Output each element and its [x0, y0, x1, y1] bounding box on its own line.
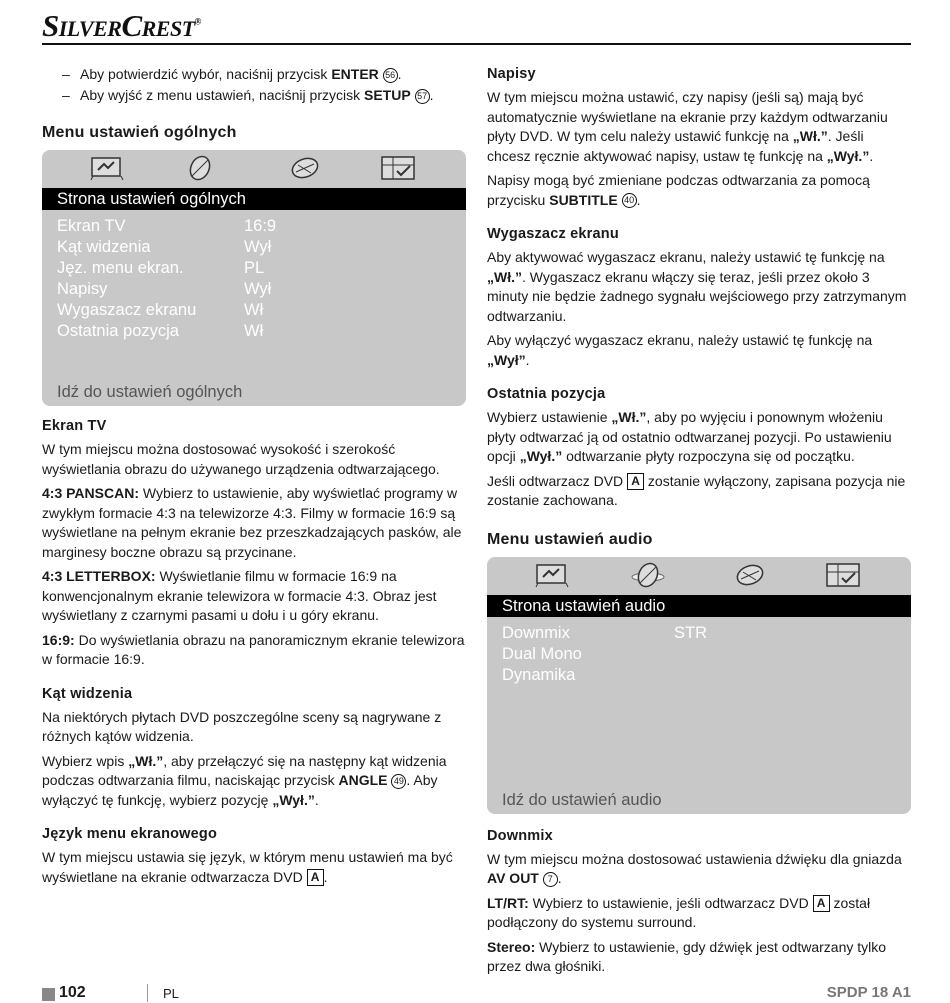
heading-kat-widzenia: Kąt widzenia	[42, 685, 133, 702]
section-general-menu: Menu ustawień ogólnych	[42, 124, 237, 141]
heading-downmix: Downmix	[487, 827, 553, 844]
bullet-confirm: – Aby potwierdzić wybór, naciśnij przycisk ENTER 56 .	[42, 64, 466, 85]
page-number: 102	[59, 984, 86, 1001]
right-column	[487, 66, 911, 982]
video-settings-icon	[732, 561, 768, 589]
heading-wygaszacz: Wygaszacz ekranu	[487, 226, 619, 242]
general-settings-menu	[42, 150, 466, 406]
section-audio-menu: Menu ustawień audio	[487, 530, 653, 548]
wygaszacz-p1: Aby aktywować wygaszacz ekranu, należy ustawić tę funkcję na „Wł.”. Wygaszacz ekranu włączy się teraz, jeśli przez około 3 minuty nie będzie żadnego sygnału wejściowego przy zatrzymanym odtwarzaniu.	[487, 249, 907, 324]
menu-title-bar: Strona ustawień audio	[487, 595, 911, 617]
letterbox-paragraph: 4:3 LETTERBOX: Wyświetlanie filmu w formacie 16:9 na konwencjonalnym ekranie telewizora w formacie 4:3. Obraz jest wyświetlany z czarnymi pasami u dołu i u góry ekranu.	[42, 568, 437, 623]
general-settings-icon	[89, 154, 125, 182]
menu-item-ostatnia-pozycja[interactable]: Ostatnia pozycja Wł	[57, 322, 264, 340]
wygaszacz-p2: Aby wyłączyć wygaszacz ekranu, należy ustawić tę funkcję na „Wył”.	[487, 332, 873, 368]
menu-items	[42, 210, 466, 342]
language-code: PL	[163, 986, 179, 1001]
wide-paragraph: 16:9: Do wyświetlania obrazu na panoramicznym ekranie telewizora w formacie 16:9.	[42, 631, 465, 667]
bullet-exit: – Aby wyjść z menu ustawień, naciśnij przycisk SETUP 57 .	[42, 85, 466, 106]
napisy-p1: W tym miejscu można ustawić, czy napisy (jeśli są) mają być automatycznie wyświetlane na ekranie przy każdym odtwarzaniu płyty DVD. W tym celu należy ustawić funkcję na „Wł.”. Jeśli chcesz ręcznie aktywować napisy, ustaw tę funkcję na „Wył.”.	[487, 89, 888, 164]
footer-divider	[147, 984, 148, 1002]
ekran-tv-intro: W tym miejscu można dostosować wysokość i szerokość wyświetlania obrazu do używanego urządzenia odtwarzającego.	[42, 441, 440, 477]
page-footer	[42, 984, 911, 1003]
audio-settings-menu	[487, 557, 911, 814]
brand-logo: SilverCrest®	[42, 8, 201, 43]
left-column	[42, 64, 466, 892]
audio-settings-icon	[630, 561, 666, 589]
header-rule	[42, 43, 911, 45]
downmix-p1: W tym miejscu można dostosować ustawienia dźwięku dla gniazda AV OUT 7 .	[487, 850, 902, 886]
menu-item-ekran-tv[interactable]: Ekran TV 16:9	[57, 217, 277, 235]
preferences-icon	[825, 561, 861, 589]
menu-title-bar: Strona ustawień ogólnych	[42, 188, 466, 210]
heading-ostatnia-pozycja: Ostatnia pozycja	[487, 386, 606, 402]
stereo-paragraph: Stereo: Wybierz to ustawienie, gdy dźwięk jest odtwarzany tylko przez dwa głośniki.	[487, 938, 887, 974]
heading-jezyk-menu: Język menu ekranowego	[42, 826, 218, 842]
audio-settings-icon	[182, 154, 218, 182]
menu-item-wygaszacz[interactable]: Wygaszacz ekranu Wł	[57, 301, 264, 319]
menu-item-dual-mono[interactable]: Dual Mono	[502, 644, 582, 663]
kat-p1: Na niektórych płytach DVD poszczególne sceny są nagrywane z różnych kątów widzenia.	[42, 708, 442, 744]
ltrt-paragraph: LT/RT: Wybierz to ustawienie, jeśli odtwarzacz DVD A został podłączony do systemu surround.	[487, 894, 871, 930]
general-settings-icon	[534, 561, 570, 589]
menu-item-napisy[interactable]: Napisy Wył	[57, 280, 272, 298]
menu-icon-bar	[42, 150, 466, 188]
video-settings-icon	[287, 154, 323, 182]
heading-ekran-tv: Ekran TV	[42, 418, 107, 434]
preferences-icon	[380, 154, 416, 182]
kat-p2: Wybierz wpis „Wł.”, aby przełączyć się na następny kąt widzenia podczas odtwarzania filmu, naciskając przycisk ANGLE 49 . Aby wyłączyć tę funkcję, wybierz pozycję „Wył.”.	[42, 752, 447, 808]
menu-item-dynamika[interactable]: Dynamika	[502, 665, 576, 684]
menu-footer: Idź do ustawień ogólnych	[57, 383, 243, 401]
menu-item-jezyk-menu[interactable]: Jęz. menu ekran. PL	[57, 259, 265, 277]
menu-item-kat-widzenia[interactable]: Kąt widzenia Wył	[57, 238, 272, 256]
footer-square-icon	[42, 988, 55, 1001]
ostatnia-p2: Jeśli odtwarzacz DVD A zostanie wyłączony, zapisana pozycja nie zostanie zachowana.	[487, 472, 906, 508]
menu-icon-bar	[487, 557, 911, 595]
napisy-p2: Napisy mogą być zmieniane podczas odtwarzania za pomocą przycisku SUBTITLE 40 .	[487, 172, 870, 208]
menu-items	[487, 617, 911, 686]
menu-footer: Idź do ustawień audio	[502, 790, 662, 809]
panscan-paragraph: 4:3 PANSCAN: Wybierz to ustawienie, aby wyświetlać programy w zwykłym formacie 4:3 na telewizorze 4:3. Filmy w formacie 16:9 są wyświetlane na pełnym ekranie bez przeszkadzających pasków, ale marginesy boczne obrazu są przycinane.	[42, 485, 462, 560]
heading-napisy: Napisy	[487, 66, 536, 82]
ostatnia-p1: Wybierz ustawienie „Wł.”, aby po wyjęciu i ponownym włożeniu płyty odtwarzać ją od ostatnio odtwarzanej pozycji. Po ustawieniu opcji „Wył.” odtwarzanie płyty rozpoczyna się od początku.	[487, 409, 892, 464]
model-number: SPDP 18 A1	[826, 984, 911, 1001]
jezyk-p1: W tym miejscu ustawia się język, w którym menu ustawień ma być wyświetlane na ekranie odtwarzacza DVD A .	[42, 849, 453, 885]
menu-item-downmix[interactable]: Downmix STR	[502, 623, 707, 642]
